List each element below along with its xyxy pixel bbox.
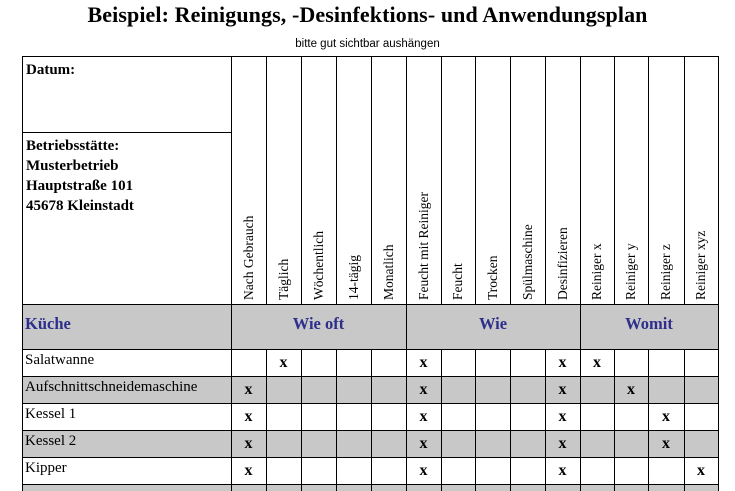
grid-line — [371, 349, 372, 491]
betrieb-city: 45678 Kleinstadt — [26, 198, 134, 214]
grid-line — [231, 304, 232, 349]
grid-line — [336, 349, 337, 491]
check-mark: x — [662, 435, 670, 452]
group-label: Womit — [625, 314, 673, 333]
grid-line — [406, 56, 407, 304]
column-header — [648, 56, 684, 304]
column-header — [475, 56, 510, 304]
check-mark: x — [419, 354, 428, 371]
grid-line — [614, 349, 615, 491]
row-label: Kipper — [25, 460, 67, 476]
table-border-left — [22, 56, 23, 491]
check-mark: x — [244, 381, 253, 398]
column-header-label: Trocken — [484, 255, 500, 300]
column-header — [266, 56, 301, 304]
column-header-label: Reiniger x — [589, 243, 604, 300]
column-header-label: Reiniger z — [658, 244, 673, 300]
column-header — [441, 56, 475, 304]
grid-line — [266, 349, 267, 491]
row-label: Aufschnittschneidemaschine — [25, 379, 198, 395]
betrieb-cell — [22, 132, 231, 304]
column-header — [684, 56, 718, 304]
check-mark: x — [419, 408, 428, 425]
column-header — [580, 56, 614, 304]
check-mark: x — [419, 462, 428, 479]
grid-line — [684, 56, 685, 304]
grid-line — [301, 56, 302, 304]
grid-line — [510, 349, 511, 491]
grid-line — [22, 132, 231, 133]
grid-line — [475, 56, 476, 304]
grid-line — [684, 349, 685, 491]
column-header — [231, 56, 266, 304]
check-mark: x — [558, 381, 567, 398]
column-header-label: Desinfizieren — [554, 227, 570, 300]
table-border-right — [718, 56, 719, 491]
group-label: Wie oft — [292, 314, 345, 333]
grid-line — [545, 56, 546, 304]
check-mark: x — [419, 381, 428, 398]
grid-line — [614, 56, 615, 304]
row-label: Salatwanne — [25, 352, 95, 368]
grid-line — [441, 349, 442, 491]
check-mark: x — [244, 462, 253, 479]
grid-line — [475, 349, 476, 491]
grid-line — [371, 56, 372, 304]
check-mark: x — [244, 435, 253, 452]
column-header-label: Nach Gebrauch — [240, 215, 256, 300]
check-mark: x — [419, 435, 428, 452]
grid-line — [406, 304, 407, 349]
check-mark: x — [662, 408, 670, 425]
column-header — [545, 56, 580, 304]
check-mark: x — [558, 462, 567, 479]
grid-line — [648, 349, 649, 491]
section-title: Küche — [25, 314, 71, 333]
grid-line — [545, 349, 546, 491]
betrieb-name: Musterbetrieb — [26, 158, 119, 174]
column-header — [510, 56, 545, 304]
grid-line — [336, 56, 337, 304]
grid-line — [22, 304, 719, 305]
column-header — [406, 56, 441, 304]
column-header — [336, 56, 371, 304]
column-header-label: Spülmaschine — [519, 224, 535, 300]
column-header-label: 14-tägig — [345, 255, 361, 300]
column-header-label: Reiniger xyz — [693, 230, 708, 300]
check-mark: x — [593, 354, 601, 371]
check-mark: x — [558, 435, 567, 452]
check-mark: x — [558, 354, 567, 371]
page-subtitle: bitte gut sichtbar aushängen — [295, 38, 440, 50]
column-header — [614, 56, 648, 304]
check-mark: x — [627, 381, 635, 398]
column-header — [301, 56, 336, 304]
grid-line — [231, 349, 232, 491]
row-label: Kessel 1 — [25, 406, 77, 422]
group-label: Wie — [478, 314, 508, 333]
column-header-label: Reiniger y — [623, 243, 638, 300]
grid-line — [406, 349, 407, 491]
grid-line — [301, 349, 302, 491]
column-header-label: Feucht — [450, 263, 465, 300]
check-mark: x — [697, 462, 705, 479]
check-mark: x — [558, 408, 567, 425]
grid-line — [580, 304, 581, 349]
check-mark: x — [279, 354, 288, 371]
betrieb-street: Hauptstraße 101 — [26, 178, 134, 194]
grid-line — [648, 56, 649, 304]
column-header-label: Monatlich — [380, 244, 396, 300]
grid-line — [266, 56, 267, 304]
grid-line — [231, 56, 232, 304]
betrieb-label: Betriebsstätte: — [26, 138, 120, 154]
column-header — [371, 56, 406, 304]
row-label: Kessel 2 — [25, 433, 77, 449]
check-mark: x — [244, 408, 253, 425]
column-header-label: Täglich — [275, 258, 291, 300]
column-header-label: Feucht mit Reiniger — [415, 192, 431, 300]
column-header-label: Wöchentlich — [310, 231, 326, 300]
datum-cell — [22, 56, 231, 132]
page-title: Beispiel: Reinigungs, -Desinfektions- und Anwendungsplan — [87, 2, 648, 27]
grid-line — [580, 349, 581, 491]
grid-line — [510, 56, 511, 304]
grid-line — [580, 56, 581, 304]
datum-label: Datum: — [26, 62, 76, 78]
grid-line — [441, 56, 442, 304]
